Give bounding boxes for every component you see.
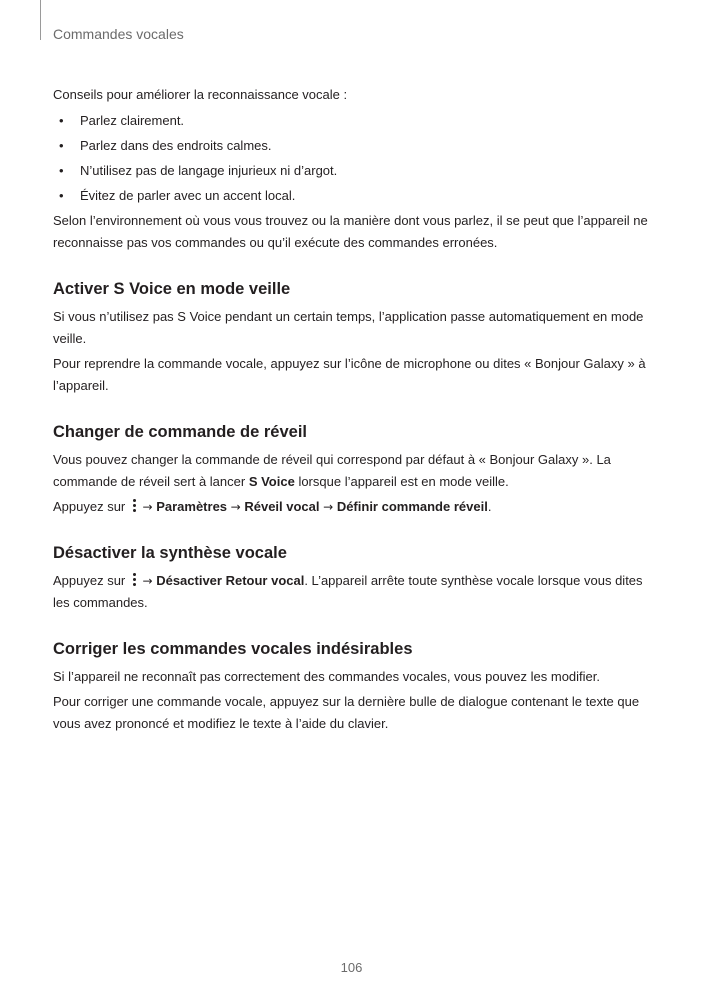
- step-definir-commande: Définir commande réveil: [336, 499, 488, 514]
- bullet-icon: •: [59, 163, 64, 178]
- s-voice-term: S Voice: [248, 474, 295, 489]
- tips-list-item: [53, 110, 649, 132]
- section-heading-fix: Corriger les commandes vocales indésirables: [53, 640, 413, 658]
- section-heading-wakeup: Changer de commande de réveil: [53, 423, 308, 441]
- section-heading-sleep: Activer S Voice en mode veille: [53, 280, 291, 298]
- tts-paragraph: [53, 570, 649, 614]
- bullet-icon: •: [59, 188, 64, 203]
- header-rule: [40, 0, 41, 40]
- step-desactiver-retour-vocal: Désactiver Retour vocal: [156, 573, 305, 588]
- bullet-icon: •: [59, 113, 64, 128]
- more-options-icon: [131, 573, 138, 587]
- tips-intro: Conseils pour améliorer la reconnaissance vocale :: [53, 87, 348, 102]
- step-parametres: Paramètres: [156, 499, 228, 514]
- tips-item-text: N’utilisez pas de langage injurieux ni d’argot.: [80, 163, 338, 178]
- page-number: 106: [340, 960, 363, 975]
- tips-list-item: [53, 135, 649, 157]
- tts-prefix: Appuyez sur: [53, 573, 126, 588]
- fix-paragraph-2: Pour corriger une commande vocale, appuyez sur la dernière bulle de dialogue contenant le texte que vous avez prononcé et modifiez le texte à l’aide du clavier.: [53, 694, 640, 731]
- tts-rest: . L’appareil arrête toute synthèse vocale lorsque vous dites les commandes.: [53, 573, 643, 610]
- wakeup-text: Vous pouvez changer la commande de réveil qui correspond par défaut à « Bonjour Galaxy ». La commande de réveil sert à lancer: [53, 452, 611, 489]
- tips-list-item: [53, 185, 649, 207]
- arrow-icon: →: [142, 500, 153, 514]
- sleep-paragraph-2: Pour reprendre la commande vocale, appuyez sur l’icône de microphone ou dites « Bonjour Galaxy » à l’appareil.: [53, 356, 646, 393]
- page-header: Commandes vocales: [53, 26, 184, 42]
- wakeup-paragraph-1: [53, 449, 649, 493]
- fix-paragraph-1: Si l’appareil ne reconnaît pas correctement des commandes vocales, vous pouvez les modifier.: [53, 669, 601, 684]
- steps-prefix: Appuyez sur: [53, 499, 126, 514]
- sleep-paragraph-1: Si vous n’utilisez pas S Voice pendant un certain temps, l’application passe automatiquement en mode veille.: [53, 309, 644, 346]
- page-content: [53, 84, 649, 738]
- arrow-icon: →: [323, 500, 334, 514]
- arrow-icon: →: [230, 500, 241, 514]
- tips-note: Selon l’environnement où vous vous trouvez ou la manière dont vous parlez, il se peut que l’appareil ne reconnaisse pas vos commandes ou qu’il exécute des commandes erronées.: [53, 213, 648, 250]
- step-reveil-vocal: Réveil vocal: [244, 499, 320, 514]
- arrow-icon: →: [142, 574, 153, 588]
- wakeup-steps: [53, 496, 649, 518]
- tips-list-item: [53, 160, 649, 182]
- steps-end: .: [487, 499, 492, 514]
- wakeup-text-end: lorsque l’appareil est en mode veille.: [294, 474, 509, 489]
- tips-item-text: Évitez de parler avec un accent local.: [80, 188, 296, 203]
- tips-item-text: Parlez clairement.: [80, 113, 185, 128]
- tips-item-text: Parlez dans des endroits calmes.: [80, 138, 272, 153]
- more-options-icon: [131, 499, 138, 513]
- tips-list: [53, 110, 649, 207]
- section-heading-tts: Désactiver la synthèse vocale: [53, 544, 287, 562]
- bullet-icon: •: [59, 138, 64, 153]
